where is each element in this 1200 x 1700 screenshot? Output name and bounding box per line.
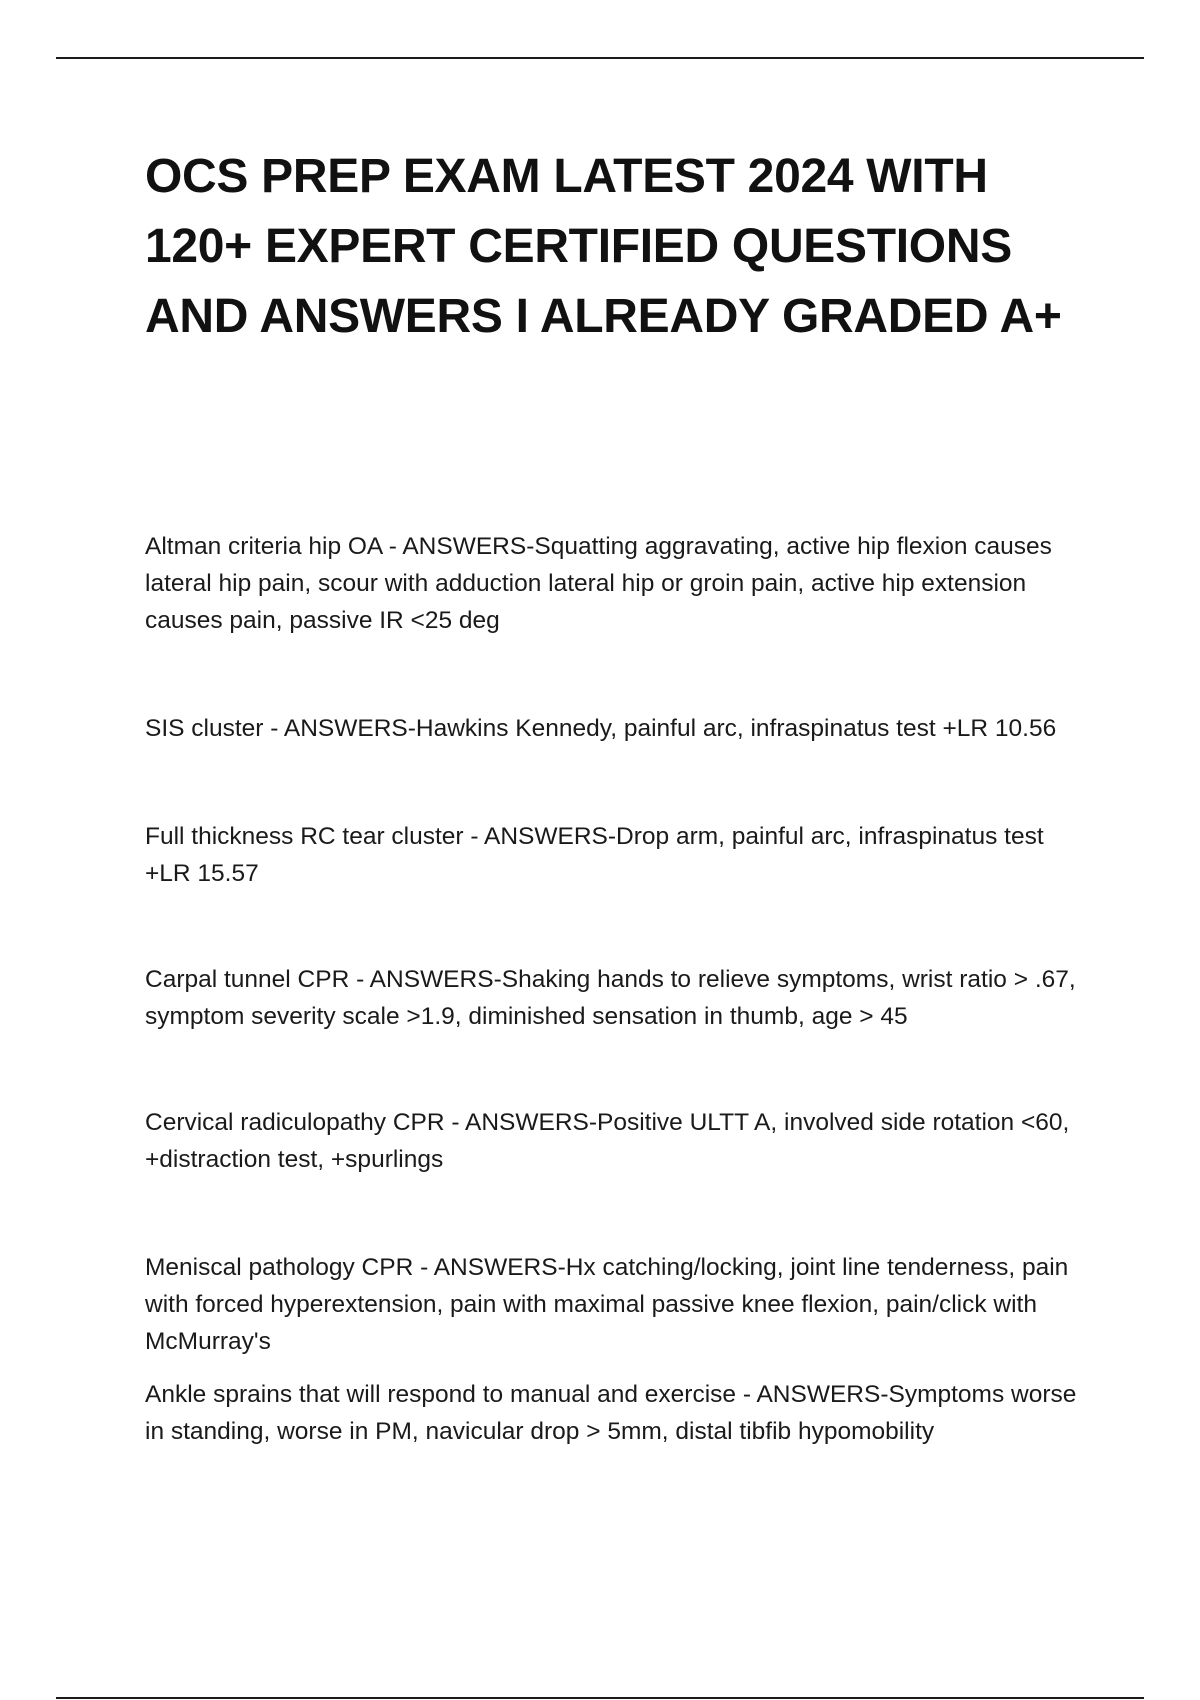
- qa-entry-meniscal-pathology: Meniscal pathology CPR - ANSWERS-Hx catching/locking, joint line tenderness, pain with forced hyperextension, pain with maximal passive knee flexion, pain/click with McMurray's: [145, 1254, 1069, 1355]
- qa-entry-altman-criteria: Altman criteria hip OA - ANSWERS-Squatting aggravating, active hip flexion causes lateral hip pain, scour with adduction lateral hip or groin pain, active hip extension causes pain, passive IR <25 deg: [145, 533, 1052, 634]
- qa-entry-cervical-radiculopathy: Cervical radiculopathy CPR - ANSWERS-Positive ULTT A, involved side rotation <60, +distraction test, +spurlings: [145, 1109, 1070, 1173]
- document-title: OCS PREP EXAM LATEST 2024 WITH 120+ EXPERT CERTIFIED QUESTIONS AND ANSWERS I ALREADY GRADED A+: [145, 150, 1062, 343]
- qa-entry-carpal-tunnel: Carpal tunnel CPR - ANSWERS-Shaking hands to relieve symptoms, wrist ratio > .67, symptom severity scale >1.9, diminished sensation in thumb, age > 45: [145, 966, 1076, 1030]
- bottom-divider: [56, 1697, 1144, 1699]
- qa-entry-sis-cluster: SIS cluster - ANSWERS-Hawkins Kennedy, painful arc, infraspinatus test +LR 10.56: [145, 715, 1057, 742]
- qa-entry-ankle-sprains: Ankle sprains that will respond to manual and exercise - ANSWERS-Symptoms worse in standing, worse in PM, navicular drop > 5mm, distal tibfib hypomobility: [145, 1381, 1077, 1445]
- qa-entry-rc-tear-cluster: Full thickness RC tear cluster - ANSWERS-Drop arm, painful arc, infraspinatus test +LR 15.57: [145, 823, 1044, 887]
- top-divider: [56, 57, 1144, 59]
